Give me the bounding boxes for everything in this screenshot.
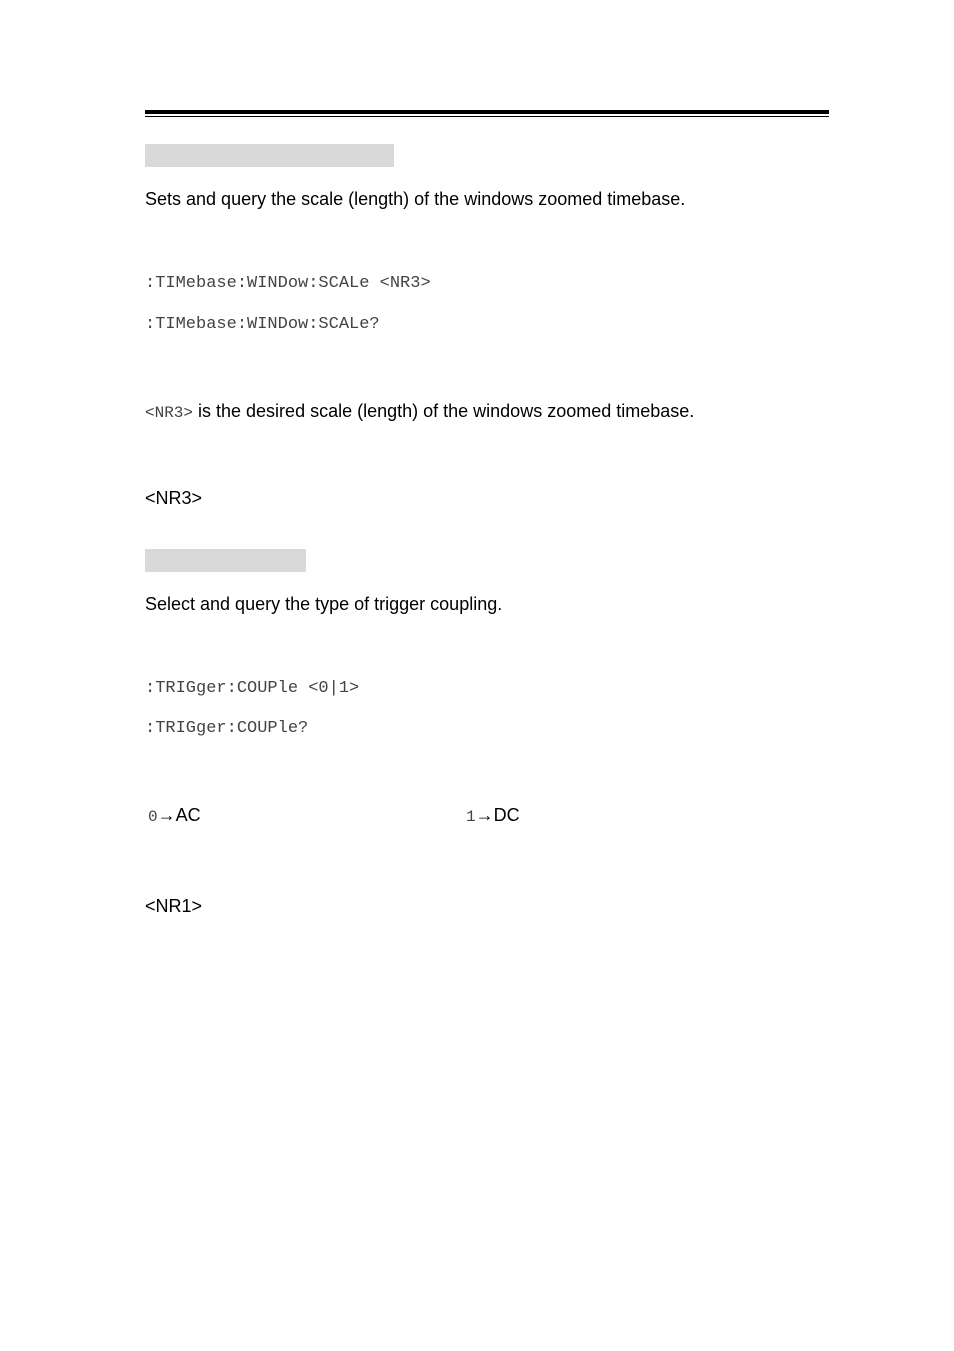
section1-syntax-query: :TIMebase:WINDow:SCALe? <box>145 315 380 334</box>
section2-option-dc <box>466 804 520 828</box>
section2-description: Select and query the type of trigger coupling. <box>145 594 503 614</box>
section2-option-ac-label: →AC <box>157 805 201 825</box>
section2-option-dc-label: →DC <box>475 805 520 825</box>
section1-syntax-command: :TIMebase:WINDow:SCALe <NR3> <box>145 274 431 293</box>
section1-parameter <box>145 400 694 424</box>
header-rule-thin <box>145 116 829 117</box>
section2-option-dc-code: 1 <box>466 808 476 826</box>
header-rule-thick <box>145 110 829 114</box>
section1-description: Sets and query the scale (length) of the windows zoomed timebase. <box>145 189 686 209</box>
section2-heading-bar <box>145 549 306 572</box>
section2-option-ac-code: 0 <box>148 808 158 826</box>
section1-return-format: <NR3> <box>145 488 203 508</box>
section1-heading-bar <box>145 144 394 167</box>
section2-return-format: <NR1> <box>145 896 203 916</box>
section2-option-ac <box>148 804 201 828</box>
section1-parameter-code: <NR3> <box>145 404 194 422</box>
section2-syntax-query: :TRIGger:COUPle? <box>145 719 309 738</box>
section2-syntax-command: :TRIGger:COUPle <0|1> <box>145 679 360 698</box>
section1-parameter-text: is the desired scale (length) of the windows zoomed timebase. <box>193 401 695 421</box>
